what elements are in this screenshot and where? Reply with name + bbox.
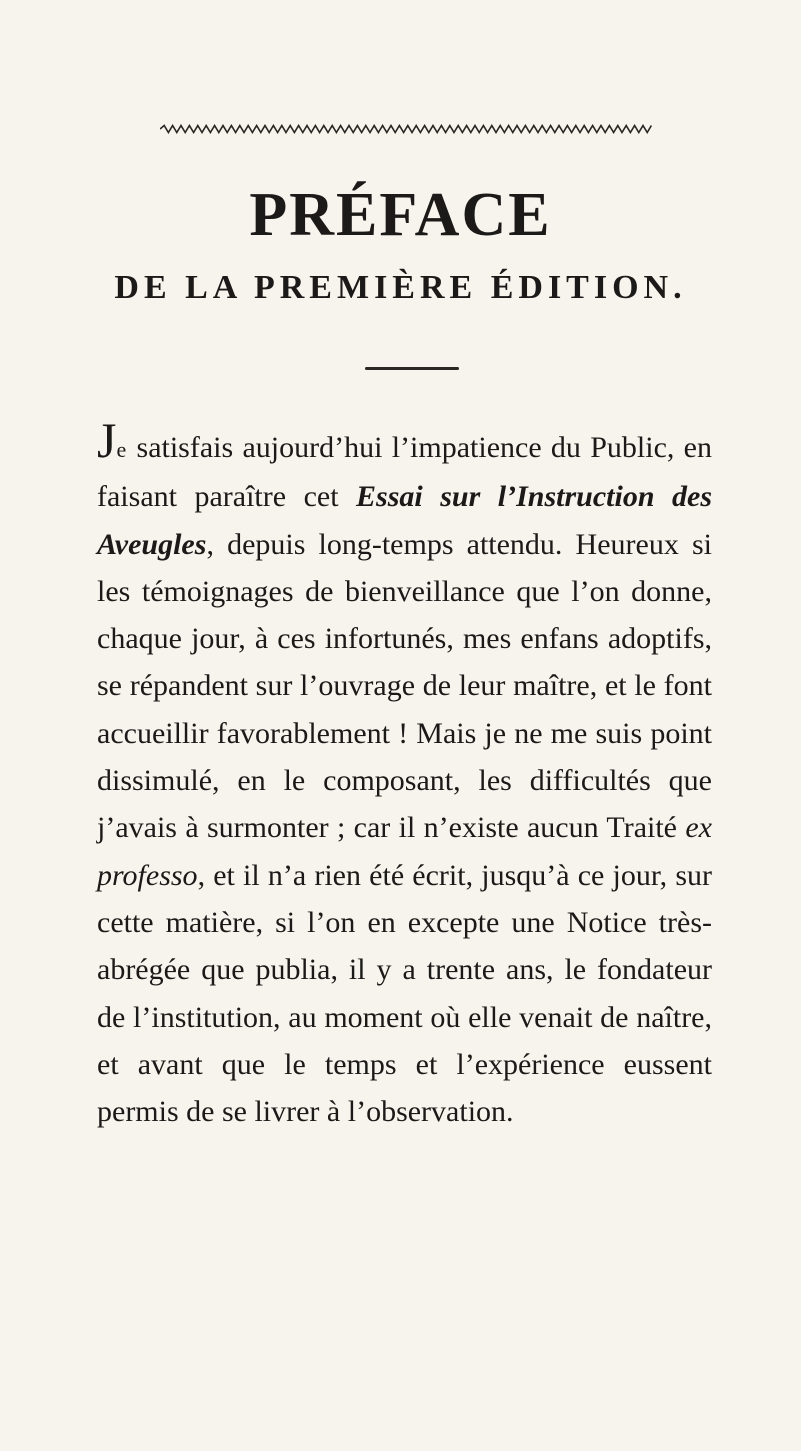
text-segment-2: , depuis long-temps attendu. Heureux si les témoignages de bienveillance que l’on donne, chaque jour, à ces infortunés, mes enfans adoptifs, se répandent sur l’ouvrage de leur maître, et le font accueillir favorablement ! Mais je ne me suis point dissimulé, en le composant, les difficultés que j’avais à surmonter ; car il n’existe aucun Traité	[97, 527, 712, 845]
drop-cap-rest: e	[116, 437, 128, 462]
paragraph-text	[97, 412, 712, 1135]
text-segment-3: , et il n’a rien été écrit, jusqu’à ce jour, sur cette matière, si l’on en excepte une Notice très-abrégée que publia, il y a trente ans, le fondateur de l’institution, au moment où elle venait de naître, et avant que le temps et l’expérience eussent permis de se livrer à l’observation.	[97, 858, 712, 1129]
preface-paragraph	[97, 412, 712, 1135]
text-segment-1: satisfais aujourd’hui l’impatience du Public, en faisant paraître cet	[97, 431, 712, 514]
drop-cap: J	[97, 412, 117, 468]
page-subtitle: DE LA PREMIÈRE ÉDITION.	[114, 269, 687, 306]
short-horizontal-rule	[365, 367, 459, 370]
wavy-rule-ornament	[160, 124, 652, 134]
latin-phrase-italic: ex professo	[97, 811, 712, 892]
page-title: PRÉFACE	[249, 181, 552, 249]
book-title-italic: Essai sur l’Instruction des Aveugles	[97, 480, 712, 561]
